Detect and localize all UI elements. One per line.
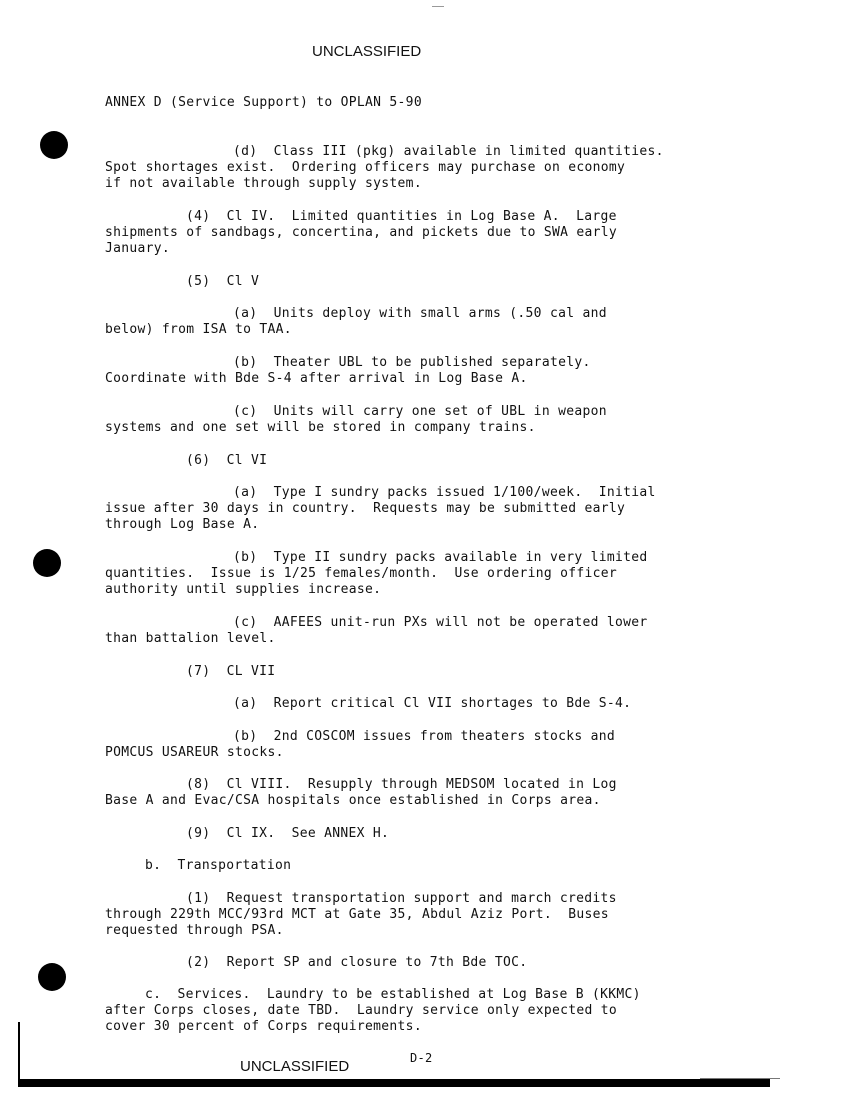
punch-hole: [33, 549, 61, 577]
text-line: systems and one set will be stored in company trains.: [105, 420, 536, 435]
punch-hole: [38, 963, 66, 991]
page-number: D-2: [410, 1051, 433, 1065]
text-line: (a) Report critical Cl VII shortages to Bde S-4.: [233, 696, 632, 711]
scan-edge-left: [18, 1022, 20, 1084]
annex-title: ANNEX D (Service Support) to OPLAN 5-90: [105, 95, 422, 110]
text-line: (d) Class III (pkg) available in limited quantities.: [233, 144, 664, 159]
text-line: (b) Theater UBL to be published separately.: [233, 355, 591, 370]
scan-edge-bottom: [18, 1079, 770, 1087]
text-line: through 229th MCC/93rd MCT at Gate 35, Abdul Aziz Port. Buses: [105, 907, 609, 922]
text-line: (4) Cl IV. Limited quantities in Log Base A. Large: [186, 209, 617, 224]
text-line: if not available through supply system.: [105, 176, 422, 191]
scan-mark: [432, 6, 444, 7]
text-line: (a) Type I sundry packs issued 1/100/week. Initial: [233, 485, 656, 500]
text-line: Spot shortages exist. Ordering officers may purchase on economy: [105, 160, 626, 175]
text-line: after Corps closes, date TBD. Laundry service only expected to: [105, 1003, 617, 1018]
scan-edge-line: [700, 1078, 780, 1079]
text-line: (b) Type II sundry packs available in very limited: [233, 550, 648, 565]
text-line: shipments of sandbags, concertina, and pickets due to SWA early: [105, 225, 617, 240]
text-line: (b) 2nd COSCOM issues from theaters stocks and: [233, 729, 615, 744]
text-line: c. Services. Laundry to be established at Log Base B (KKMC): [145, 987, 641, 1002]
text-line: issue after 30 days in country. Requests may be submitted early: [105, 501, 626, 516]
text-line: (7) CL VII: [186, 664, 276, 679]
text-line: (1) Request transportation support and march credits: [186, 891, 617, 906]
text-line: (6) Cl VI: [186, 453, 268, 468]
header-classification: UNCLASSIFIED: [312, 43, 422, 60]
text-line: than battalion level.: [105, 631, 276, 646]
text-line: (2) Report SP and closure to 7th Bde TOC.: [186, 955, 528, 970]
text-line: January.: [105, 241, 171, 256]
text-line: authority until supplies increase.: [105, 582, 382, 597]
footer-classification: UNCLASSIFIED: [240, 1058, 350, 1075]
text-line: through Log Base A.: [105, 517, 260, 532]
text-line: (5) Cl V: [186, 274, 260, 289]
text-line: quantities. Issue is 1/25 females/month. Use ordering officer: [105, 566, 617, 581]
section-heading: b. Transportation: [145, 858, 292, 873]
text-line: Base A and Evac/CSA hospitals once established in Corps area.: [105, 793, 601, 808]
text-line: (8) Cl VIII. Resupply through MEDSOM located in Log: [186, 777, 617, 792]
text-line: Coordinate with Bde S-4 after arrival in Log Base A.: [105, 371, 528, 386]
text-line: POMCUS USAREUR stocks.: [105, 745, 284, 760]
text-line: (a) Units deploy with small arms (.50 cal and: [233, 306, 607, 321]
text-line: (9) Cl IX. See ANNEX H.: [186, 826, 390, 841]
text-line: cover 30 percent of Corps requirements.: [105, 1019, 422, 1034]
text-line: (c) AAFEES unit-run PXs will not be operated lower: [233, 615, 648, 630]
text-line: requested through PSA.: [105, 923, 284, 938]
punch-hole: [40, 131, 68, 159]
text-line: (c) Units will carry one set of UBL in weapon: [233, 404, 607, 419]
text-line: below) from ISA to TAA.: [105, 322, 292, 337]
